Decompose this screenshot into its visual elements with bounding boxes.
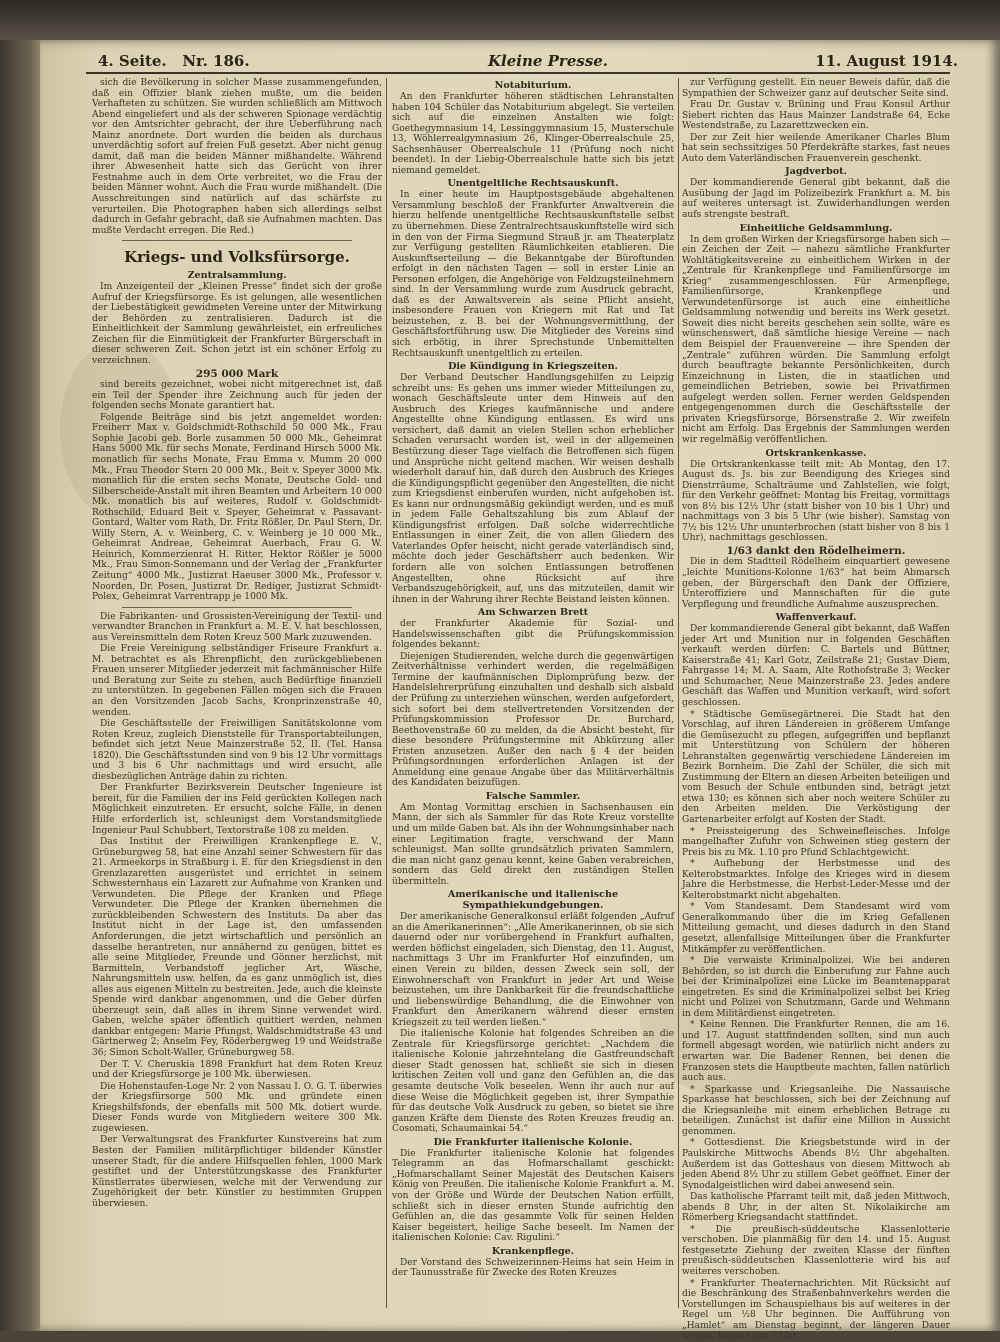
- article-heading: Am Schwarzen Brett: [477, 607, 589, 619]
- article-paragraph: Die Ortskrankenkasse teilt mit: Ab Montag, den 17. August ds. Js. bis zur Beendigung des Krieges sind Dienstrräume, Schalträume und Zahlstellen, wie folgt, für den Verkehr geöffnet: Montag bis Freitag, vormittags von 8½ bis 12½ Uhr (statt bisher von 10 bis 1 Uhr) und nachmittags von 3 bis 5 Uhr (wie bisher). Samstag von 7½ bis 12½ Uhr ununterbrochen (statt bisher von 8 bis 1 Uhr), nachmittags geschlossen.: [682, 459, 950, 544]
- article-heading: Jagdverbot.: [785, 166, 847, 178]
- article-paragraph: Der Vorstand des Schweizerinnen-Heims hat sein Heim in der Taunusstraße für Zwecke des Roten Kreuzes: [392, 1257, 674, 1279]
- article-paragraph: Im Anzeigenteil der „Kleinen Presse“ findet sich der große Aufruf der Kriegsfürsorge. Es ist gelungen, alle wesentlichen der Liebestätigkeit gewidmeten Vereine unter der Mitwirkung der Behörden zu zentralisieren. Dadurch ist die Einheitlichkeit der Sammlung gewährleistet, ein erfreuliches Zeichen für die Einmütigkeit der Frankfurter Bürgerschaft in dieser schweren Zeit. Schon jetzt ist ein schöner Erfolg zu verzeichnen.: [92, 282, 382, 367]
- article-heading: 295 000 Mark: [195, 367, 279, 380]
- article-heading: 1/63 dankt den Rödelheimern.: [726, 544, 906, 557]
- article-paragraph: * Die verwaiste Kriminalpolizei. Wie bei anderen Behörden, so ist durch die Einberufung zur Fahne auch bei der Kriminalpolizei eine Lücke im Beamtenapparat eingetreten. Es sind die Kriminalpolizei selbst bei Krieg nicht und Polizei von Schutzmann, Garde und Wehmann in dem Militärdienst eingetreten.: [682, 956, 950, 1019]
- issue-date: 11. August 1914.: [815, 52, 958, 70]
- section-rule: [122, 607, 352, 608]
- header-rule: [86, 72, 950, 74]
- article-heading: Zentralsammlung.: [187, 270, 287, 282]
- section-rule: [122, 240, 352, 241]
- article-paragraph: Der kommandierende General gibt bekannt, daß die Ausübung der Jagd im Polizeibezirk Frankfurt a. M. bis auf weiteres untersagt ist. Zuwiderhandlungen werden aufs strengste bestraft.: [682, 178, 950, 221]
- article-paragraph: Die Frankfurter italienische Kolonie hat folgendes Telegramm an das Hofmarschallamt geschickt: „Hofmarschallamt Seiner Majestät des Deutschen Kaisers König von Preußen. Die italienische Kolonie Frankfurt a. M. von der Größe und Würde der Deutschen Nation erfüllt, schließt sich in dieser ernsten Stunde aufrichtig den Gefühlen an, die das gesammte Volk für seinen Helden Kaiser begeistert, heilige Sache beseelt. Im Namen der italienischen Kolonie: Cav. Rigulini.“: [392, 1148, 674, 1244]
- article-paragraph: * Preissteigerung des Schweinefleisches. Infolge mangelhafter Zufuhr von Schweinen stieg gestern der Preis bis zu Mk. 1.10 pro Pfund Schlachtgewicht.: [682, 826, 950, 858]
- article-paragraph: Der amerikanische Generalkonsul erläßt folgenden „Aufruf an die Amerikanerinnen“: „Alle Amerikanerinnen, ob sie sich dauernd oder nur vorübergehend in Frankfurt aufhalten, werden höflichst eingeladen, sich Dienstag, den 11. August, nachmittags 3 Uhr im Frankfurter Hof einzufinden, um einen Verein zu bilden, dessen Zweck sein soll, der Einwohnerschaft von Frankfurt in jeder Art und Weise beizustehen, um ihre Dankbarkeit für die freundschaftliche und liebenswürdige Behandlung, die die Einwohner von Frankfurt den Amerikanern während dieser ernsten Kriegszeit zu teil werden ließen.“: [392, 912, 674, 1028]
- article-paragraph: Die italienische Kolonie hat folgendes Schreiben an die Zentrale für Kriegsfürsorge gerichtet: „Nachdem die italienische Kolonie jahrzehntelang die Gastfreundschaft dieser Stadt genossen hat, schließt sie sich in diesen kritischen Zeiten voll und ganz den Gefühlen an, die das gesamte deutsche Volk beseelen. Wenn ihr auch nur auf diese Weise die Möglichkeit gegeben ist, ihrer Sympathie für das deutsche Volk Ausdruck zu geben, so bietet sie ihre ganzen Kräfte dem Dienste des Roten Kreuzes freudig an. Cosomati, Schaumainkai 54.“: [392, 1029, 674, 1135]
- article-paragraph: Der kommandierende General gibt bekannt, daß Waffen jeder Art und Munition nur in folgenden Geschäften verkauft werden dürfen: C. Bartels und Büttner, Kaiserstraße 41; Karl Gotz, Zeilstraße 21; Gustav Diem, Fahrgasse 14; M. A. Saam, Alte Rothofstraße 3; Wecker und Schumacher, Neue Mainzerstraße 23. Jedes andere Geschäft das Waffen und Munition verkauft, wird sofort geschlossen.: [682, 624, 950, 708]
- article-paragraph: zur Verfügung gestellt. Ein neuer Beweis dafür, daß die Sympathien der Schweizer ganz auf deutscher Seite sind.: [682, 78, 950, 99]
- column-divider: [678, 78, 679, 1308]
- article-paragraph: Frau Dr. Gustav v. Brüning und Frau Konsul Arthur Siebert richten das Haus Mainzer Landstraße 64, Ecke Westendstraße, zu Lazarettzwecken ein.: [682, 100, 950, 132]
- article-paragraph: Der zur Zeit hier weilende Amerikaner Charles Blum hat sein sechssitziges 50 Pferdekräfte starkes, fast neues Auto dem Vaterländischen Frauenverein geschenkt.: [682, 132, 950, 164]
- issue-number: Nr. 186.: [182, 52, 250, 70]
- article-paragraph: Die Geschäftsstelle der Freiwilligen Sanitätskolonne vom Roten Kreuz, zugleich Dienststelle für Transportabteilungen, befindet sich jetzt Neue Mainzerstraße 52, II. (Tel. Hansa 1820). Die Geschäftsstunden sind von 9 bis 12 Uhr vormittags und 3 bis 6 Uhr nachmittags und wird ersucht, alle diesbezüglichen Anträge dahin zu richten.: [92, 719, 382, 782]
- article-paragraph: Die Fabrikanten- und Grossisten-Vereinigung der Textil- und verwandter Branchen in Frankfurt a. M. E. V. hat beschlossen, aus Vereinsmitteln dem Roten Kreuz 500 Mark zuzuwenden.: [92, 611, 382, 643]
- binding-edge: [0, 40, 44, 1331]
- article-paragraph: * Gottesdienst. Die Kriegsbetstunde wird in der Paulskirche Mittwochs Abends 8½ Uhr abgehalten. Außerdem ist das Gotteshaus von diesem Mittwoch ab jeden Abend 8½ Uhr zu stillem Gebet geöffnet. Einer der Synodalgeistlichen wird dabei anwesend sein.: [682, 1138, 950, 1191]
- article-heading: Kriegs- und Volksfürsorge.: [124, 248, 350, 267]
- article-paragraph: In dem großen Wirken der Kriegsfürsorge haben sich — ein Zeichen der Zeit — nahezu sämtliche Frankfurter Wohltätigkeitsvereine zu einheitlichem Wirken in der „Zentrale für Krankenpflege und Familienfürsorge im Krieg“ zusammengeschlossen. Für Armenpflege, Familienfürsorge, Krankenpflege und Verwundetenfürsorge ist auch eine einheitliche Geldsammlung notwendig und bereits ins Werk gesetzt. Soweit dies nicht bereits geschehen sein sollte, wäre es wünschenswert, daß sämtliche hiesige Vereine — nach dem Beispiel der Frauenvereine — ihre Spenden der „Zentrale“ zuführen würden. Die Sammlung erfolgt durch beauftragte bekannte Persönlichkeiten, durch Einzeichnung in Listen, die in staatlichen und gemeindlichen Betrieben, sowie bei Privatfirmen aufgelegt werden sollen. Ferner werden Geldspenden entgegengenommen durch die Geschäftsstelle der privaten Kriegsfürsorge, Börsenstraße 2. Wir zweifeln nicht am Erfolg. Das Ergebnis der Sammlungen werden wir regelmäßig veröffentlichen.: [682, 234, 950, 445]
- article-paragraph: * Sparkasse und Kriegsanleihe. Die Nassauische Sparkasse hat beschlossen, sich bei der Zeichnung auf die Kriegsanleihe mit einem erheblichen Betrage zu beteiligen. Zunächst ist dafür eine Million in Aussicht genommen.: [682, 1084, 950, 1137]
- article-heading: Waffenverkauf.: [775, 612, 857, 624]
- article-paragraph: Die in dem Stadtteil Rödelheim einquartiert gewesene „leichte Munitions-Kolonne 1/63“ hat beim Abmarsch geben, der Bürgerschaft den Dank der Offiziere, Unteroffiziere und Mannschaften für die gute Verpflegung und freundliche Aufnahme auszusprechen.: [682, 557, 950, 610]
- article-paragraph: Der Verband Deutscher Handlungsgehilfen zu Leipzig schreibt uns: Es gehen uns immer wieder Mitteilungen zu, wonach Geschäftsleute unter dem Hinweis auf den Ausbruch des Krieges kaufmännische und andere Angestellte ohne Kündigung entlassen. Es wird uns versichert, daß damit an vielen Stellen schon erheblicher Schaden verursacht worden ist, weil in der allgemeinen Bestürzung dieser Tage vielfach die Betroffenen sich fügen und Ansprüche nicht geltend machen. Wir weisen deshalb wiederholt darauf hin, daß durch den Ausbruch des Krieges die Kündigungspflicht gegenüber den Angestellten, die nicht zum Kriegsdienst einberufen wurden, nicht aufgehoben ist. Es kann nur ordnungsmäßig gekündigt werden, und es muß in jedem Falle Gehaltszahlung bis zum Ablauf der Kündigungsfrist erfolgen. Daß solche widerrechtliche Entlassungen in einer Zeit, die von allen Gliedern des Vaterlandes Opfer heischt, nicht gerade vaterländisch sind, möchte doch jeder Geschäftsherr auch bedenken. Wir fordern alle von solchen Entlassungen betroffenen Angestellten, ohne Rücksicht auf ihre Verbandszugehörigkeit, auf, uns das mitzuteilen, damit wir ihnen in der Wahrung ihrer Rechte Beistand leisten können.: [392, 373, 674, 605]
- page-number: 4. Seite. Nr. 186.: [98, 52, 250, 70]
- column-3: [682, 78, 950, 1342]
- article-paragraph: Der Verwaltungsrat des Frankfurter Kunstvereins hat zum Besten der Familien militärpflichtiger bildender Künstler unserer Stadt, für die andere Hilfsquellen fehlen, 1000 Mark gestiftet und der Unterstützungskasse des Frankfurter Künstlerrates überwiesen, welche mit der Verwendung zur Zugehörigkeit der betr. Künstler zu bestimmten Gruppen überwiesen.: [92, 1135, 382, 1209]
- article-paragraph: Der Frankfurter Bezirksverein Deutscher Ingenieure ist bereit, für die Familien der ins Feld gerückten Kollegen nach Möglichkeit einzutreten. Er ersucht, solche Fälle, in denen Hilfe erforderlich ist, schleunigst dem Vorstandsmitgliede Ingenieur Paul Schubbert, Textorstraße 108 zu melden.: [92, 783, 382, 836]
- article-paragraph: * Die preußisch-süddeutsche Klassenlotterie verschoben. Die planmäßig für den 14. und 15. August festgesetzte Ziehung der zweiten Klasse der fünften preußisch-süddeutschen Klassenlotterie wird bis auf weiteres verschoben.: [682, 1224, 950, 1277]
- column-divider: [386, 78, 387, 1308]
- article-heading: Falsche Sammler.: [485, 790, 581, 802]
- article-paragraph: Die Freie Vereinigung selbständiger Friseure Frankfurt a. M. betrachtet es als Ehrenpflicht, den zurückgebliebenen Frauen unserer Mitglieder jederzeit mit fachmännischer Hilfe und Beratung zur Seite zu stehen, auch Bedürftige finanziell zu unterstützen. In gegebenen Fällen mögen sich die Frauen an den Vorsitzenden Jacob Sachs, Kronprinzenstraße 40, wenden.: [92, 644, 382, 718]
- article-paragraph: Der T. V. Cheruskia 1898 Frankfurt hat dem Roten Kreuz und der Kriegsfürsorge je 100 Mk. überwiesen.: [92, 1059, 382, 1081]
- column-1: [92, 78, 382, 1308]
- article-heading: Amerikanische und italienische Sympathiekundgebungen.: [447, 889, 619, 912]
- article-heading: Die Frankfurter italienische Kolonie.: [433, 1136, 633, 1148]
- article-heading: Unentgeltliche Rechtsauskunft.: [447, 178, 619, 190]
- column-2: [392, 78, 674, 1308]
- article-paragraph: sind bereits gezeichnet, wobei nicht mitgerechnet ist, daß ein Teil der Spender ihre Zeichnung auch für jeden der folgenden sechs Monate garantiert hat.: [92, 380, 382, 412]
- article-paragraph: * Städtische Gemüsegärtnerei. Die Stadt hat den Vorschlag, auf ihren Ländereien in größerem Umfange die Gemüsezucht zu pflegen, aufgegriffen und bepflanzt mit Unterstützung von Schülern der höheren Lehranstalten gegenwärtig verschiedene Ländereien im Bezirk Bornheim. Die Zahl der Schüler, die sich mit Zustimmung der Eltern an diesen Arbeiten beteiligen und vom Besuch der Schule entbunden sind, beträgt jetzt etwa 130; es können sich aber noch weitere Schüler zu den Arbeiten melden. Die Verköstigung der Gartenarbeiter erfolgt auf Kosten der Stadt.: [682, 709, 950, 825]
- article-paragraph: * Keine Rennen. Die Frankfurter Rennen, die am 16. und 17. August stattfindenden sollten, sind nun auch formell abgesagt worden, wie natürlich nicht anders zu erwarten war. Die Badener Rennen, bei denen die Franzosen stets die Hauptbeute machten, fallen natürlich auch aus.: [682, 1020, 950, 1084]
- article-paragraph: der Frankfurter Akademie für Sozial- und Handelswissenschaften gibt die Prüfungskommission folgendes bekannt:: [392, 619, 674, 651]
- article-heading: Die Kündigung in Kriegszeiten.: [448, 361, 618, 373]
- article-heading: Notabiturium.: [494, 80, 572, 91]
- page-header: [78, 52, 958, 72]
- article-paragraph: * Frankfurter Theaternachrichten. Mit Rücksicht auf die Beschränkung des Straßenbahnverkehrs werden die Vorstellungen im Schauspielhaus bis auf weiteres in der Regel um ½8 Uhr beginnen. Die Aufführung von „Hamlet“ am Dienstag beginnt, der längeren Dauer wegen, bereits um 7 Uhr.: [682, 1278, 950, 1342]
- article-paragraph: Am Montag Vormittag erschien in Sachsenhausen ein Mann, der sich als Sammler für das Rote Kreuz vorstellte und um milde Gaben bat. Als ihn der Wohnungsinhaber nach einer Legitimation fragte, verschwand der Mann schleunigst. Man sollte grundsätzlich privaten Sammlern, die man nicht ganz genau kennt, keine Gaben verabreichen, sondern das Geld direkt den zuständigen Stellen übermitteln.: [392, 802, 674, 887]
- article-paragraph: Das katholische Pfarramt teilt mit, daß jeden Mittwoch, abends 8 Uhr, in der alten St. Nikolaikirche am Römerberg Kriegsandacht stattfindet.: [682, 1192, 950, 1224]
- article-paragraph: Diejenigen Studierenden, welche durch die gegenwärtigen Zeitverhältnisse verhindert werden, die regelmäßigen Termine der kaufmännischen Diplomprüfung bezw. der Handelslehrerprüfung einzuhalten und deshalb sich alsbald der Prüfung zu unterziehen wünschen, werden aufgefordert, sich sofort bei dem stellvertretenden Vorsitzenden der Prüfungskommission Professor Dr. Burchard, Beethovenstraße 60 zu melden, da die Absicht besteht, für diese besondere Prüfungstermine mit Abkürzung aller Fristen anzusetzen. Außer den nach § 4 der beiden Prüfungsordnungen erforderlichen Anlagen ist der Anmeldung eine genaue Angabe über das Militärverhältnis des Kandidaten beizufügen.: [392, 651, 674, 789]
- masthead: Kleine Presse.: [488, 52, 609, 70]
- article-paragraph: * Vom Standesamt. Dem Standesamt wird vom Generalkommando über die im Krieg Gefallenen Mitteilung gemacht, und dieses dadurch in den Stand gesetzt, allenfallsige Mitteilungen über die Frankfurter Mitkämpfer zu veröffentlichen.: [682, 902, 950, 955]
- article-paragraph: Folgende Beiträge sind bis jetzt angemeldet worden: Freiherr Max v. Goldschmidt-Rothschild 50 000 Mk., Frau Sophie Jacobi geb. Borle zusammen 50 000 Mk., Geheimrat Hans 5000 Mk. für sechs Monate, Ferdinand Hirsch 5000 Mk. monatlich für sechs Monate, Frau Emma v. Mumm 20 000 Mk., Frau Theodor Stern 20 000 Mk., Beit v. Speyer 3000 Mk. monatlich für die ersten sechs Monate, Deutsche Gold- und Silberscheide-Anstalt mit ihren Beamten und Arbeitern 10 000 Mk. monatlich bis auf weiteres, Rudolf v. Goldschmidt-Rothschild, Eduard Beit v. Speyer, Geheimrat v. Passavant-Gontard, Walter vom Rath, Dr. Fritz Rößler, Dr. Paul Stern, Dr. Willy Stern, A. v. Weinberg, C. v. Weinberg je 10 000 Mk., Geheimrat Andreae, Geheimrat Auerbach, Frau G. W. Heinrich, Kommerzienrat H. Ritter, Hektor Rößler je 5000 Mk., Frau Simon-Sonnemann und der Verlag der „Frankfurter Zeitung“ 4000 Mk., Justizrat Haeuser 3000 Mk., Professor v. Noorden, Dr. Posen, Justizrat Dr. Rediger, Justizrat Schmidt-Polex, Geheimrat Varrentrapp je 1000 Mk.: [92, 412, 383, 603]
- article-paragraph: * Aufhebung der Herbstmesse und des Kelterobstmarktes. Infolge des Krieges wird in diesem Jahre die Herbstmesse, die Herbst-Leder-Messe und der Kelterobstmarkt nicht abgehalten.: [682, 859, 950, 901]
- article-heading: Einheitliche Geldsammlung.: [739, 222, 893, 234]
- article-paragraph: An den Frankfurter höheren städtischen Lehranstalten haben 104 Schüler das Notabiturium abgelegt. Sie verteilen sich auf die einzelnen Anstalten wie folgt: Goethegymnasium 14, Lessinggymnasium 15, Musterschule 13, Wöhlerrealgymnasium 26, Klinger-Oberrealschule 25, Sachsenhäuser Oberrealschule 11 (Prüfung noch nicht beendet). In der Liebig-Oberrealschule hatte sich bis jetzt niemand gemeldet.: [392, 92, 674, 176]
- article-heading: Ortskrankenkasse.: [765, 447, 867, 459]
- article-paragraph: Das Institut der Freiwilligen Krankenpflege E. V., Grüneburgweg 58, hat eine Anzahl seiner Schwestern für das 21. Armeekorps in Straßburg i. E. für den Kriegsdienst in den Grenzlazaretten ausgerüstet und errichtet in seinem Schwesternhaus ein Lazarett zur Aufnahme von Kranken und Verwundeten. Die Pflege der Kranken und Pflege Verwundeter. Die Pflege der Kranken übernehmen die zurückbleibenden Schwestern des Instituts. Da aber das Institut nicht in der Lage ist, den umfassenden Anforderungen, die jetzt wirtschaftlich und persönlich an dasselbe herantreten, nur annähernd zu genügen, bittet es alle seine Mitglieder, Freunde und Gönner herzlichst, mit Barmitteln, Verbandstoff jeglicher Art, Wäsche, Nahrungsmitteln usw. helfen, da es ganz unmöglich ist, dies alles aus eigenen Mitteln zu bestreiten. Jede, auch die kleinste Spende wird dankbar angenommen, und die Geber dürfen überzeugt sein, daß alles in ihrem Sinne verwendet wird. Gaben, welche später öffentlich quittiert werden, nehmen dankbar entgegen: Marie Pfungst, Waldschmidtstraße 43 und Gärtnerweg 2; Anselm Fey, Röderbergweg 19 und Weidstraße 36; Simon Scholt-Waller, Grüneburgweg 58.: [92, 837, 382, 1059]
- article-paragraph: In einer heute im Hauptpostsgebäude abgehaltenen Versammlung beschloß der Frankfurter Anwaltverein die hierzu helfende unentgeltliche Rechtsauskunftstelle selbst zu übernehmen. Diese Zentralrechtsauskunftstelle wird sich in den von der Firma Siegmund Strauß jr. am Theaterplatz zur Verfügung gestellten Räumlichkeiten etablieren. Die Auskunftserteilung — die Bekanntgabe der Büroftunden erfolgt in den nächsten Tagen — soll in erster Linie an Personen erfolgen, die Angehörige von Feldzugsteilnehmern sind. In der Versammlung wurde zum Ausdruck gebracht, daß es der Anwaltsverein als seine Pflicht ansieht, insbesondere Frauen von Kriegern mit Rat und Tat beizustehen, z. B. bei der Wohnungsvermittlung, der Geschäftsfortführung usw. Die Mitglieder des Vereins sind sich erbötig, in ihrer Sprechstunde Unbemittelten Rechtsauskunft unentgeltlich zu erteilen.: [392, 190, 674, 359]
- article-paragraph: Die Hohenstaufen-Loge Nr. 2 von Nassau I. O. G. T. überwies der Kriegsfürsorge 500 Mk. und gründete einen Kriegshilfsfonds, der ebenfalls mit 500 Mk. dotiert wurde. Dieser Fonds wurde von Mitgliedern weitere 300 Mk. zugewiesen.: [92, 1081, 382, 1134]
- background-page-strip: [0, 0, 1000, 42]
- article-heading: Krankenpflege.: [491, 1245, 575, 1257]
- article-paragraph: sich die Bevölkerung in solcher Masse zusammengefunden, daß ein Offizier blank ziehen mußte, um die beiden Verhafteten zu schützen. Sie wurden schließlich am Mittwoch Abend eingeliefert und als der schweren Spionage verdächtig vor den Amtsrichter gebracht, der ihre Ueberführung nach Mainz anordnete. Dort wurden die beiden als durchaus unverdächtig sofort auf freien Fuß gesetzt. Aber nicht genug damit, daß man die beiden Männer mißhandelte. Während ihrer Abwesenheit hatte sich das Gerücht von ihrer Festnahme auch in dem Orte verbreitet, wo die Frau der beiden Männer wohnt. Auch die Frau wurde mißhandelt. (Die Ausschreitungen sind natürlich auf das schärfste zu verurteilen. Die Photographen haben sich allerdings selbst dadurch in Gefahr gebracht, daß sie Aufnahmen machten. Das mußte Verdacht erregen. Die Red.): [92, 78, 382, 236]
